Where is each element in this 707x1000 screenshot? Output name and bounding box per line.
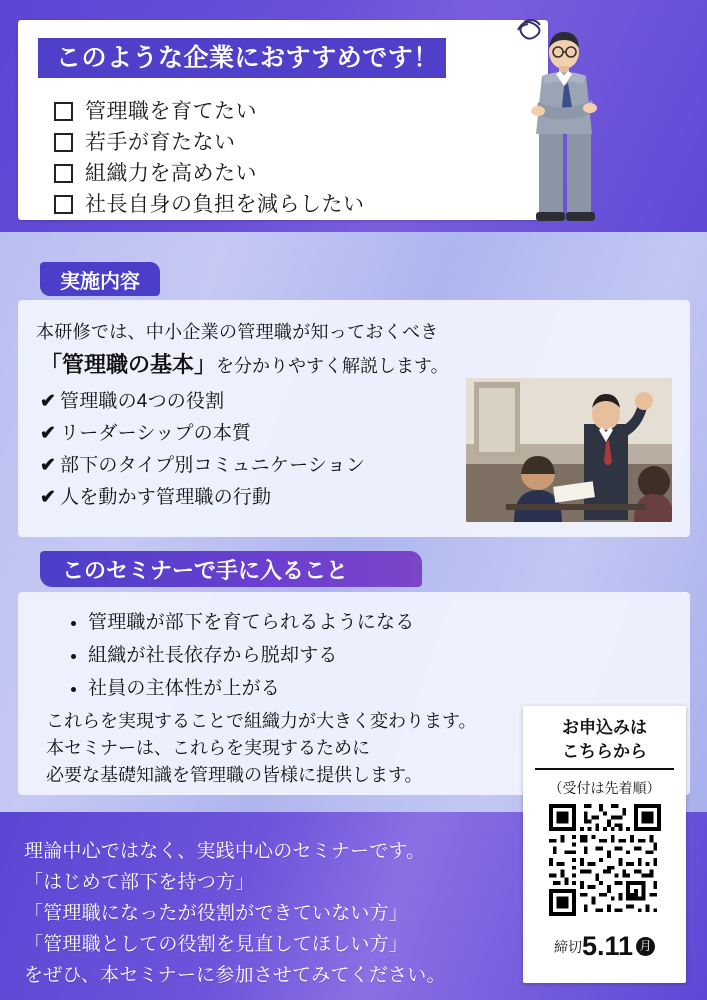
section1-points (40, 386, 365, 514)
qr-card-title (535, 716, 674, 770)
check-mark-icon: ✔ (40, 423, 57, 444)
checkbox-icon (54, 195, 73, 214)
list-item: • 組織が社長依存から脱却する (88, 639, 414, 672)
section1-lead: 本研修では、中小企業の管理職が知っておくべき (36, 322, 439, 342)
list-item: • 管理職が部下を育てられるようになる (88, 606, 414, 639)
paragraph-line: 本セミナーは、これらを実現するために (46, 738, 370, 758)
footer-line: 「はじめて部下を持つ方」 (24, 872, 255, 893)
footer-line: をぜひ、本セミナーに参加させてみてください。 (24, 965, 446, 986)
paragraph-line: これらを実現することで組織力が大きく変わります。 (46, 711, 477, 731)
qr-code-image[interactable] (549, 804, 661, 916)
checkbox-icon (54, 133, 73, 152)
list-item (40, 450, 365, 482)
section1-card (18, 300, 690, 537)
list-item (40, 418, 365, 450)
point-label: リーダーシップの本質 (60, 423, 252, 444)
list-item (54, 127, 365, 158)
paragraph-line: 必要な基礎知識を管理職の皆様に提供します。 (46, 765, 423, 785)
hero-item-label: 社長自身の負担を減らしたい (85, 193, 365, 216)
check-mark-icon: ✔ (40, 487, 57, 508)
list-item: • 社員の主体性が上がる (88, 672, 414, 705)
list-item (54, 158, 365, 189)
list-item (54, 96, 365, 127)
hero-item-label: 若手が育たない (85, 131, 236, 154)
footer-line: 理論中心ではなく、実践中心のセミナーです。 (24, 841, 426, 862)
section2-benefits (66, 606, 414, 705)
hero-title: このような企業におすすめです！ (38, 38, 446, 78)
section1-lead-tail: を分かりやすく解説します。 (216, 356, 449, 376)
point-label: 管理職の4つの役割 (60, 391, 225, 412)
deadline-row (523, 931, 686, 962)
point-label: 人を動かす管理職の行動 (60, 487, 272, 508)
application-qr-card[interactable] (523, 706, 686, 983)
section1-lead2 (40, 348, 449, 379)
hero-item-label: 組織力を高めたい (85, 162, 257, 185)
point-label: 部下のタイプ別コミュニケーション (60, 455, 366, 476)
qr-title-line2: こちらから (562, 742, 647, 761)
seminar-photo (466, 378, 672, 522)
checkbox-icon (54, 102, 73, 121)
footer-line: 「管理職になったが役割ができていない方」 (24, 903, 409, 924)
section2-paragraph (46, 708, 477, 789)
section1-lead-strong: 「管理職の基本」 (40, 352, 217, 377)
list-item (54, 189, 365, 220)
hero-item-label: 管理職を育てたい (85, 100, 257, 123)
businessman-illustration (512, 16, 632, 232)
hero-checklist (54, 96, 365, 220)
deadline-day: 月 (636, 937, 655, 956)
section-label-seminar-benefits: このセミナーで手に入ること (40, 551, 422, 587)
checkbox-icon (54, 164, 73, 183)
hero-box (18, 20, 548, 220)
qr-subtitle: （受付は先着順） (548, 780, 661, 796)
deadline-label: 締切 (553, 939, 582, 955)
footer-text (24, 836, 446, 991)
section-label-jisshinaiyo: 実施内容 (40, 262, 160, 296)
qr-title-line1: お申込みは (562, 718, 647, 737)
list-item (40, 386, 365, 418)
check-mark-icon: ✔ (40, 391, 57, 412)
deadline-date: 5.11 (581, 931, 634, 961)
check-mark-icon: ✔ (40, 455, 57, 476)
footer-line: 「管理職としての役割を見直してほしい方」 (24, 934, 409, 955)
list-item (40, 482, 365, 514)
